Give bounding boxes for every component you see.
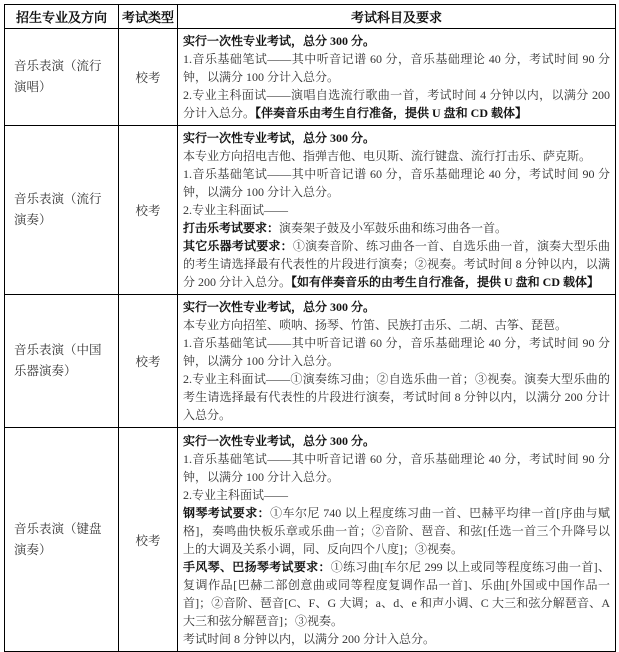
requirement-paragraph: [183, 147, 610, 165]
exam-requirements-table: [4, 4, 616, 652]
requirement-bold-segment: 其它乐器考试要求：: [183, 239, 293, 253]
requirement-text-segment: 1.音乐基础笔试——其中听音记谱 60 分，音乐基础理论 40 分，考试时间 90 分钟，以满分 100 分计入总分。: [183, 167, 610, 199]
requirement-paragraph: [183, 86, 610, 122]
requirement-paragraph: [183, 630, 610, 648]
table-row: [5, 126, 616, 295]
requirement-paragraph: [183, 334, 610, 370]
requirements-cell: [178, 428, 616, 652]
requirement-paragraph: [183, 201, 610, 219]
requirement-paragraph: [183, 486, 610, 504]
requirement-bold-segment: 钢琴考试要求：: [183, 505, 271, 520]
requirement-text-segment: 2.专业主科面试——①演奏练习曲；②自选乐曲一首；③视奏。演奏大型乐曲的考生请选择最有代表性的片段进行演奏，考试时间 8 分钟以内，以满分 200 分计入总分。: [183, 372, 610, 422]
requirement-paragraph: [183, 32, 610, 50]
requirement-bold-segment: 【伴奏音乐由考生自行准备，提供 U 盘和 CD 载体】: [255, 106, 528, 120]
major-cell: 音乐表演（流行演奏）: [5, 126, 119, 295]
table-row: [5, 295, 616, 428]
requirement-paragraph: [183, 370, 610, 424]
requirement-bold-segment: 打击乐考试要求：: [183, 221, 280, 235]
requirement-text-segment: ①练习曲[车尔尼 299 以上或同等程度练习曲一首]、复调作品[巴赫二部创意曲或同等程度复调作品一首]、乐曲[外国或中国作品一首]；②音阶、琶音[C、F、G 大调；a、d、e 和声小调、C 大三和弦分解琶音、A 大三和弦分解琶音]；③视奏。: [183, 559, 610, 628]
requirement-bold-segment: 实行一次性专业考试，总分 300 分。: [183, 34, 376, 48]
exam-type-cell: 校考: [119, 295, 178, 428]
requirement-bold-segment: 【如有伴奏音乐的由考生自行准备，提供 U 盘和 CD 载体】: [291, 275, 600, 289]
requirement-bold-segment: 实行一次性专业考试，总分 300 分。: [183, 433, 376, 448]
requirement-paragraph: [183, 165, 610, 201]
exam-type-cell: 校考: [119, 126, 178, 295]
requirement-bold-segment: 实行一次性专业考试，总分 300 分。: [183, 300, 376, 314]
requirement-text-segment: 本专业方向招电吉他、指弹吉他、电贝斯、流行键盘、流行打击乐、萨克斯。: [183, 149, 592, 163]
header-exam-type-column: 考试类型: [119, 5, 178, 29]
requirement-text-segment: 考试时间 8 分钟以内，以满分 200 分计入总分。: [183, 631, 436, 646]
requirement-bold-segment: 手风琴、巴扬琴考试要求：: [183, 559, 331, 574]
exam-type-cell: 校考: [119, 428, 178, 652]
header-major-column: 招生专业及方向: [5, 5, 119, 29]
requirement-paragraph: [183, 432, 610, 450]
table-body: [5, 29, 616, 652]
requirement-text-segment: 2.专业主科面试——: [183, 487, 289, 502]
major-cell: 音乐表演（流行演唱）: [5, 29, 119, 126]
requirement-paragraph: [183, 237, 610, 291]
requirement-paragraph: [183, 50, 610, 86]
requirement-text-segment: ①演奏音阶、练习曲各一首、自选乐曲一首，演奏大型乐曲的考生请选择最有代表性的片段进行演奏；②视奏。考试时间 8 分钟以内，以满分 200 分计入总分。: [183, 239, 610, 289]
requirement-paragraph: [183, 298, 610, 316]
requirements-cell: [178, 295, 616, 428]
requirement-paragraph: [183, 450, 610, 486]
requirement-paragraph: [183, 504, 610, 558]
header-requirements-column: 考试科目及要求: [178, 5, 616, 29]
requirement-text-segment: 1.音乐基础笔试——其中听音记谱 60 分，音乐基础理论 40 分，考试时间 90 分钟，以满分 100 分计入总分。: [183, 451, 610, 484]
requirement-text-segment: 2.专业主科面试——: [183, 203, 289, 217]
requirements-cell: [178, 126, 616, 295]
requirement-paragraph: [183, 558, 610, 630]
requirement-paragraph: [183, 129, 610, 147]
requirement-text-segment: ①车尔尼 740 以上程度练习曲一首、巴赫平均律一首[序曲与赋格]，奏鸣曲快板乐章或乐曲一首；②音阶、琶音、和弦[任选一首三个升降号以上的大调及关系小调，同、反向四个八度]；③视奏。: [183, 505, 610, 556]
table-header-row: [5, 5, 616, 29]
requirement-text-segment: 1.音乐基础笔试——其中听音记谱 60 分，音乐基础理论 40 分，考试时间 90 分钟，以满分 100 分计入总分。: [183, 336, 610, 368]
exam-type-cell: 校考: [119, 29, 178, 126]
table-row: [5, 428, 616, 652]
requirement-text-segment: 演奏架子鼓及小军鼓乐曲和练习曲各一首。: [279, 221, 508, 235]
requirements-cell: [178, 29, 616, 126]
requirement-text-segment: 1.音乐基础笔试——其中听音记谱 60 分，音乐基础理论 40 分，考试时间 90 分钟，以满分 100 分计入总分。: [183, 52, 610, 84]
requirement-text-segment: 本专业方向招笙、唢呐、扬琴、竹笛、民族打击乐、二胡、古筝、琵琶。: [183, 318, 568, 332]
table-row: [5, 29, 616, 126]
major-cell: 音乐表演（中国乐器演奏）: [5, 295, 119, 428]
requirement-paragraph: [183, 316, 610, 334]
requirement-text-segment: 2.专业主科面试——演唱自选流行歌曲一首，考试时间 4 分钟以内，以满分 200 分计入总分。: [183, 88, 610, 120]
requirement-bold-segment: 实行一次性专业考试，总分 300 分。: [183, 131, 376, 145]
major-cell: 音乐表演（键盘演奏）: [5, 428, 119, 652]
requirement-paragraph: [183, 219, 610, 237]
